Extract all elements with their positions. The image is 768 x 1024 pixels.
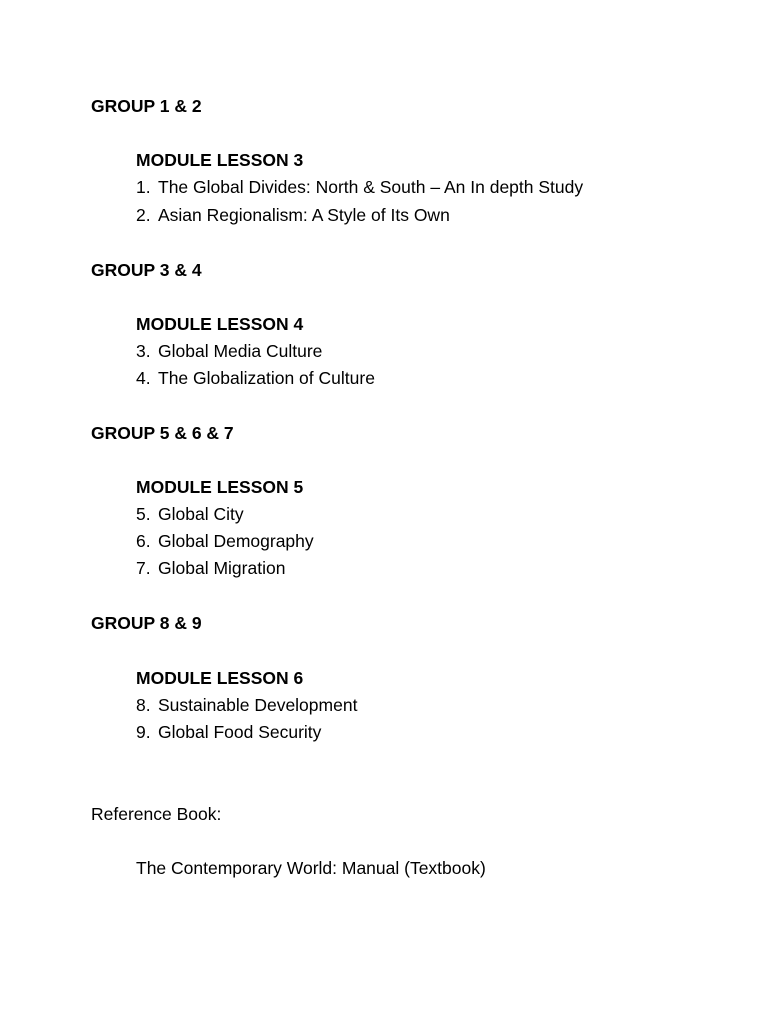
lesson-item (136, 340, 322, 362)
lesson-item-title: Global City (158, 504, 244, 524)
lesson-item (136, 503, 244, 525)
lesson-item (136, 176, 583, 198)
lesson-item-title: The Global Divides: North & South – An In depth Study (158, 177, 584, 197)
lesson-item-number: 6. (136, 531, 151, 551)
lesson-item-number: 2. (136, 205, 151, 225)
lesson-item-title: Asian Regionalism: A Style of Its Own (158, 205, 450, 225)
lesson-item (136, 530, 314, 552)
lesson-item-number: 3. (136, 341, 151, 361)
group-heading: GROUP 5 & 6 & 7 (91, 423, 234, 443)
lesson-item-title: The Globalization of Culture (158, 368, 375, 388)
lesson-item (136, 721, 321, 743)
lesson-item-number: 5. (136, 504, 151, 524)
reference-label: Reference Book: (91, 804, 222, 824)
group-heading: GROUP 8 & 9 (91, 613, 202, 633)
lesson-item (136, 557, 285, 579)
lesson-item (136, 694, 357, 716)
lesson-item (136, 204, 450, 226)
lesson-item-number: 1. (136, 177, 151, 197)
lesson-item-title: Sustainable Development (158, 695, 358, 715)
module-lesson-heading: MODULE LESSON 6 (136, 668, 304, 688)
lesson-item-title: Global Demography (158, 531, 314, 551)
group-heading: GROUP 1 & 2 (91, 96, 202, 116)
group-heading: GROUP 3 & 4 (91, 260, 202, 280)
reference-book-title: The Contemporary World: Manual (Textbook) (136, 858, 486, 878)
lesson-item-title: Global Migration (158, 558, 286, 578)
lesson-item-title: Global Food Security (158, 722, 322, 742)
lesson-item-number: 4. (136, 368, 151, 388)
module-lesson-heading: MODULE LESSON 3 (136, 150, 304, 170)
lesson-item-number: 9. (136, 722, 151, 742)
lesson-item-number: 8. (136, 695, 151, 715)
lesson-item (136, 367, 375, 389)
lesson-item-title: Global Media Culture (158, 341, 323, 361)
module-lesson-heading: MODULE LESSON 5 (136, 477, 304, 497)
lesson-item-number: 7. (136, 558, 151, 578)
module-lesson-heading: MODULE LESSON 4 (136, 314, 304, 334)
